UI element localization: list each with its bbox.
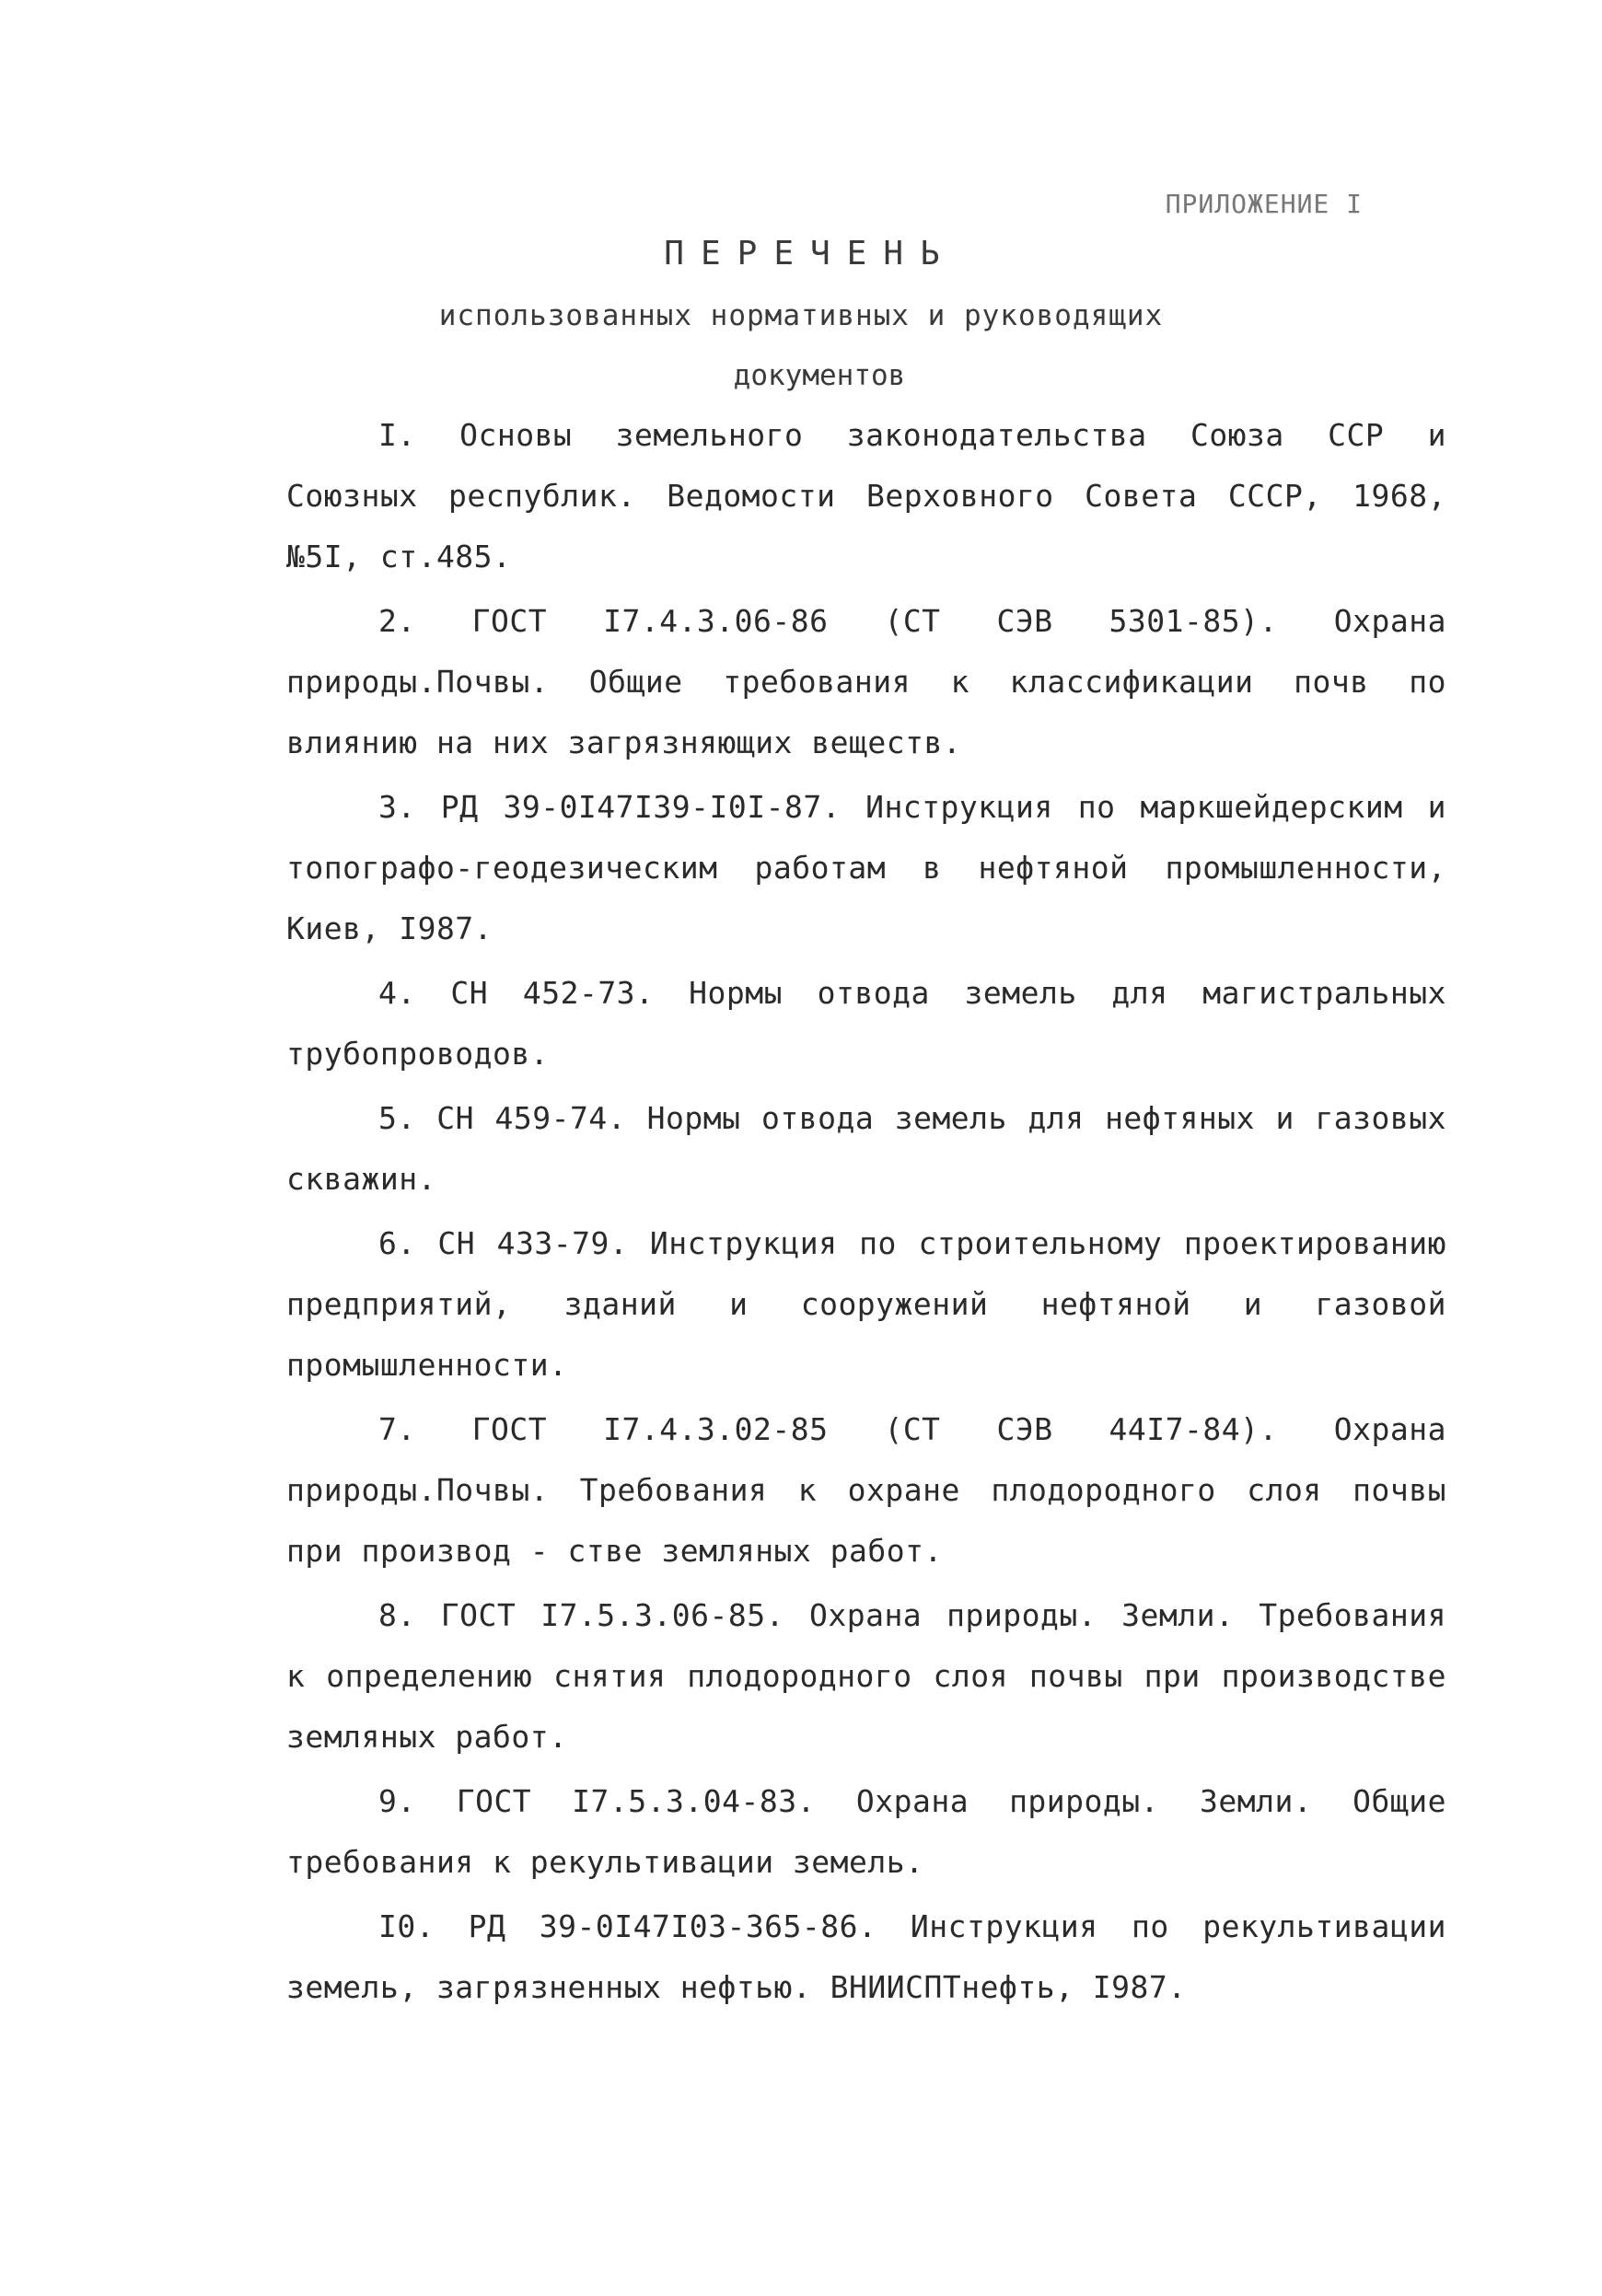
reference-item-5: 5. СН 459-74. Нормы отвода земель для нефтяных и газовых скважин. [286,1100,1446,1197]
appendix-label: ПРИЛОЖЕНИЕ I [1165,189,1363,219]
reference-item-9: 9. ГОСТ I7.5.3.04-83. Охрана природы. Земли. Общие требования к рекультивации земель. [286,1783,1446,1880]
reference-item-4: 4. СН 452-73. Нормы отвода земель для магистральных трубопроводов. [286,975,1446,1072]
document-subtitle-line2: документов [733,359,906,392]
document-subtitle-line1: использованных нормативных и руководящих [438,299,1164,332]
reference-item-2: 2. ГОСТ I7.4.3.06-86 (СТ СЭВ 5301-85). Охрана природы.Почвы. Общие требования к классификации почв по влиянию на них загрязняющих веществ. [286,603,1446,760]
reference-item-1: I. Основы земельного законодательства Союза ССР и Союзных республик. Ведомости Верховного Совета СССР, 1968, №5I, ст.485. [286,417,1446,574]
reference-list [286,405,1446,2018]
reference-item-7: 7. ГОСТ I7.4.3.02-85 (СТ СЭВ 44I7-84). Охрана природы.Почвы. Требования к охране плодородного слоя почвы при производ - стве земляных работ. [286,1411,1446,1569]
reference-item-10: I0. РД 39-0I47I03-365-86. Инструкция по рекультивации земель, загрязненных нефтью. ВНИИСПТнефть, I987. [286,1908,1446,2005]
document-title: ПЕРЕЧЕНЬ [664,235,957,273]
reference-item-6: 6. СН 433-79. Инструкция по строительному проектированию предприятий, зданий и сооружений нефтяной и газовой промышленности. [286,1225,1446,1383]
reference-item-3: 3. РД 39-0I47I39-I0I-87. Инструкция по маркшейдерским и топографо-геодезическим работам в нефтяной промышленности, Киев, I987. [286,789,1446,946]
reference-item-8: 8. ГОСТ I7.5.3.06-85. Охрана природы. Земли. Требования к определению снятия плодородного слоя почвы при производстве земляных работ. [286,1597,1446,1755]
